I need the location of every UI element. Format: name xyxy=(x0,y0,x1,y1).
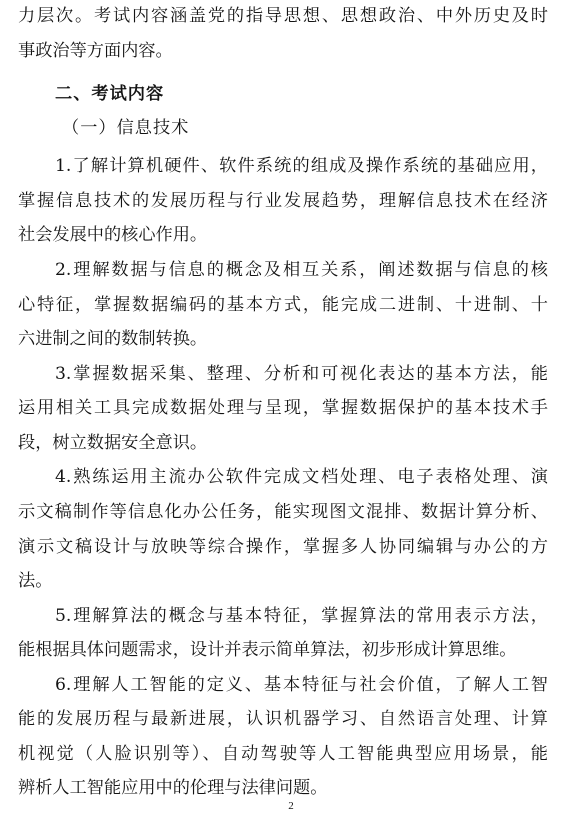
paragraph-line: 示文稿制作等信息化办公任务，能实现图文混排、数据计算分析、 xyxy=(18,502,548,522)
paragraph-line: 演示文稿设计与放映等综合操作，掌握多人协同编辑与办公的方 xyxy=(18,537,548,557)
paragraph-line: 辨析人工智能应用中的伦理与法律问题。 xyxy=(18,778,328,798)
paragraph-line: 4.熟练运用主流办公软件完成文档处理、电子表格处理、演 xyxy=(55,467,548,487)
paragraph-line: 能根据具体问题需求，设计并表示简单算法，初步形成计算思维。 xyxy=(18,640,517,660)
paragraph-line: 心特征，掌握数据编码的基本方式，能完成二进制、十进制、十 xyxy=(18,295,548,315)
intro-line: 事政治等方面内容。 xyxy=(18,41,173,61)
paragraph-line: 法。 xyxy=(18,571,53,591)
paragraph-line: 1.了解计算机硬件、软件系统的组成及操作系统的基础应用， xyxy=(55,156,548,176)
paragraph-line: 2.理解数据与信息的概念及相互关系，阐述数据与信息的核 xyxy=(55,260,548,280)
subsection-heading: （一）信息技术 xyxy=(62,118,190,138)
section-heading: 二、考试内容 xyxy=(55,84,165,104)
paragraph-line: 掌握信息技术的发展历程与行业发展趋势，理解信息技术在经济 xyxy=(18,191,548,211)
paragraph-line: 5.理解算法的概念与基本特征，掌握算法的常用表示方法， xyxy=(55,606,548,626)
paragraph-line: 机视觉（人脸识别等）、自动驾驶等人工智能典型应用场景，能 xyxy=(18,744,548,764)
paragraph-line: 六进制之间的数制转换。 xyxy=(18,329,208,349)
paragraph-line: 段，树立数据安全意识。 xyxy=(18,433,208,453)
paragraph-line: 能的发展历程与最新进展，认识机器学习、自然语言处理、计算 xyxy=(18,709,548,729)
page-number: 2 xyxy=(288,800,294,812)
paragraph-line: 运用相关工具完成数据处理与呈现，掌握数据保护的基本技术手 xyxy=(18,398,548,418)
paragraph-line: 3.掌握数据采集、整理、分析和可视化表达的基本方法，能 xyxy=(55,364,548,384)
intro-line: 力层次。考试内容涵盖党的指导思想、思想政治、中外历史及时 xyxy=(18,6,548,26)
paragraph-line: 社会发展中的核心作用。 xyxy=(18,225,208,245)
paragraph-line: 6.理解人工智能的定义、基本特征与社会价值，了解人工智 xyxy=(55,675,548,695)
